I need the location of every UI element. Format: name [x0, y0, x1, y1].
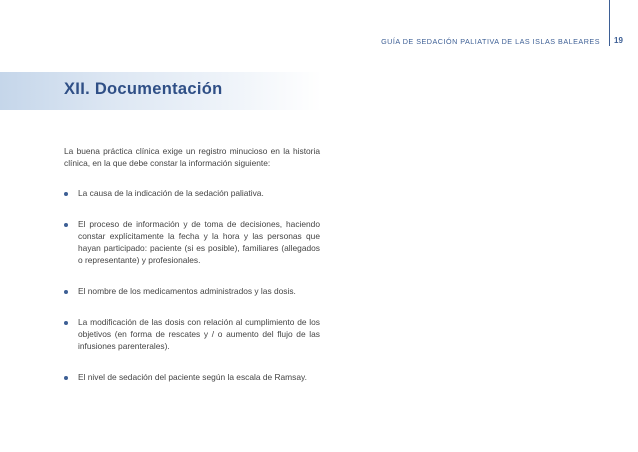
list-item	[64, 371, 320, 383]
bullet-icon	[64, 321, 68, 325]
bullet-icon	[64, 290, 68, 294]
bullet-icon	[64, 192, 68, 196]
bullet-icon	[64, 376, 68, 380]
intro-paragraph: La buena práctica clínica exige un registro minucioso en la historia clínica, en la que debe constar la información siguiente:	[64, 146, 320, 168]
list-item-text: El nivel de sedación del paciente según la escala de Ramsay.	[78, 372, 307, 382]
list-item	[64, 218, 320, 266]
list-item	[64, 285, 320, 297]
section-title: XII. Documentación	[64, 80, 223, 98]
page-number: 19	[614, 36, 623, 45]
list-item	[64, 316, 320, 352]
running-header: GUÍA DE SEDACIÓN PALIATIVA DE LAS ISLAS BALEARES	[381, 37, 600, 46]
body-content	[64, 145, 320, 402]
list-item-text: La modificación de las dosis con relación al cumplimiento de los objetivos (en forma de rescates y / o aumento del flujo de las infusiones parenterales).	[78, 317, 320, 351]
list-item-text: El proceso de información y de toma de decisiones, haciendo constar explícitamente la fecha y la hora y las personas que hayan participado: paciente (si es posible), familiares (allegados o representante) y profesionales.	[78, 219, 320, 265]
bullet-icon	[64, 223, 68, 227]
bullet-list	[64, 187, 320, 383]
list-item	[64, 187, 320, 199]
list-item-text: La causa de la indicación de la sedación paliativa.	[78, 188, 264, 198]
list-item-text: El nombre de los medicamentos administrados y las dosis.	[78, 286, 296, 296]
header-divider	[609, 0, 610, 46]
